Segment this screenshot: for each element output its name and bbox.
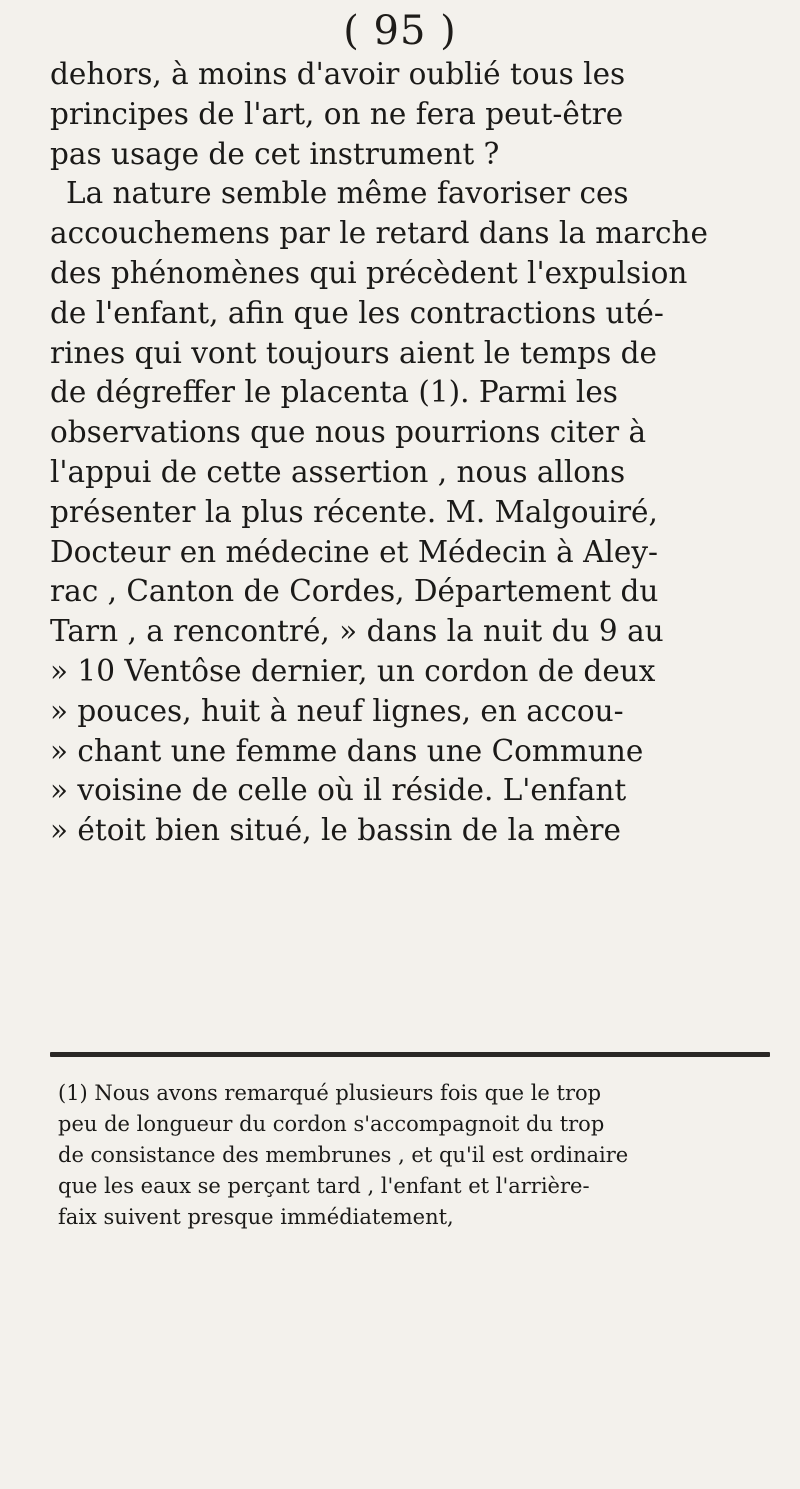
footnote-line: que les eaux se perçant tard , l'enfant et l'arrière-	[58, 1174, 590, 1198]
body-line: pas usage de cet instrument ?	[50, 136, 500, 171]
footnote-line: de consistance des membrunes , et qu'il est ordinaire	[58, 1143, 629, 1167]
body-line: Docteur en médecine et Médecin à Aley-	[50, 534, 658, 569]
footnote-line: faix suivent presque immédiatement,	[58, 1205, 454, 1229]
body-line: » étoit bien situé, le bassin de la mère	[50, 813, 621, 848]
body-line: des phénomènes qui précèdent l'expulsion	[50, 255, 688, 290]
body-line: dehors, à moins d'avoir oublié tous les	[50, 57, 626, 91]
body-line: rac , Canton de Cordes, Département du	[50, 574, 659, 609]
body-line: » pouces, huit à neuf lignes, en accou-	[50, 693, 624, 728]
body-line: » voisine de celle où il réside. L'enfant	[50, 773, 627, 808]
footnote	[58, 1078, 770, 1233]
body-line: présenter la plus récente. M. Malgouiré,	[50, 494, 658, 529]
footnote-line: (1) Nous avons remarqué plusieurs fois que le trop	[58, 1081, 602, 1105]
body-line: observations que nous pourrions citer à	[50, 415, 647, 450]
body-line: » chant une femme dans une Commune	[50, 733, 644, 768]
footnote-line: peu de longueur du cordon s'accompagnoit du trop	[58, 1112, 605, 1136]
body-line: principes de l'art, on ne fera peut-être	[50, 96, 624, 131]
body-line: rines qui vont toujours aient le temps de	[50, 335, 658, 370]
body-line: Tarn , a rencontré, » dans la nuit du 9 au	[50, 614, 664, 649]
body-line: de dégreffer le placenta (1). Parmi les	[50, 375, 618, 410]
body-line: accouchemens par le retard dans la marche	[50, 216, 708, 251]
body-line: de l'enfant, afin que les contractions uté-	[50, 295, 664, 330]
body-line: l'appui de cette assertion , nous allons	[50, 454, 626, 489]
body-line: » 10 Ventôse dernier, un cordon de deux	[50, 653, 656, 688]
body-text	[50, 55, 770, 851]
body-line: La nature semble même favoriser ces	[66, 176, 629, 211]
footnote-divider	[50, 1052, 770, 1057]
page-number: ( 95 )	[343, 8, 457, 54]
